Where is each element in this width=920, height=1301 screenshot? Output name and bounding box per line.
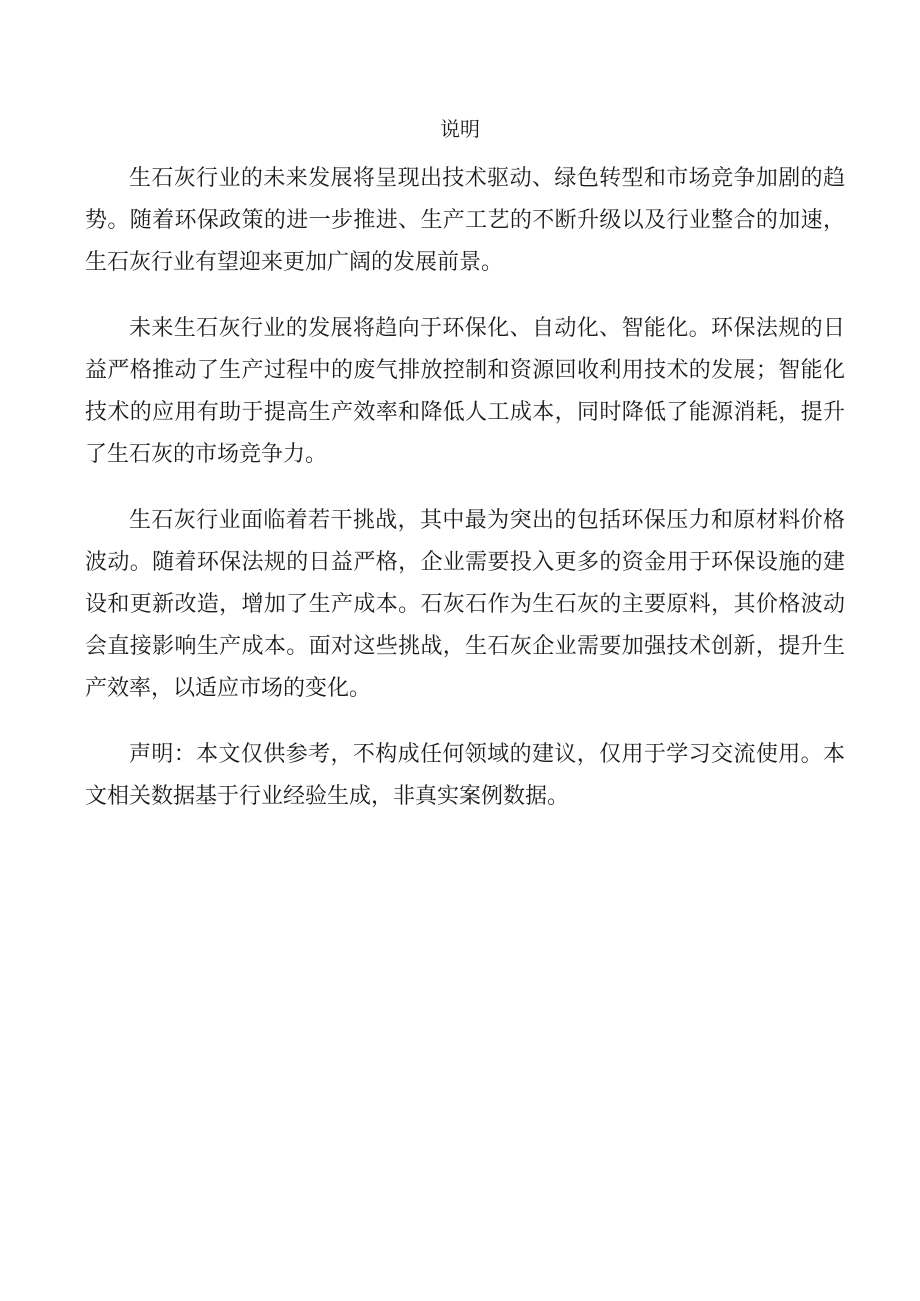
- document-body: [85, 158, 845, 842]
- paragraph-trends: 未来生石灰行业的发展将趋向于环保化、自动化、智能化。环保法规的日益严格推动了生产过程中的废气排放控制和资源回收利用技术的发展；智能化技术的应用有助于提高生产效率和降低人工成本，同时降低了能源消耗，提升了生石灰的市场竞争力。: [85, 316, 845, 467]
- paragraph-outlook: 生石灰行业的未来发展将呈现出技术驱动、绿色转型和市场竞争加剧的趋势。随着环保政策的进一步推进、生产工艺的不断升级以及行业整合的加速，生石灰行业有望迎来更加广阔的发展前景。: [85, 166, 845, 275]
- paragraph-disclaimer: 声明：本文仅供参考，不构成任何领域的建议，仅用于学习交流使用。本文相关数据基于行业经验生成，非真实案例数据。: [85, 742, 845, 809]
- paragraph-challenges: 生石灰行业面临着若干挑战，其中最为突出的包括环保压力和原材料价格波动。随着环保法规的日益严格，企业需要投入更多的资金用于环保设施的建设和更新改造，增加了生产成本。石灰石作为生石灰的主要原料，其价格波动会直接影响生产成本。面对这些挑战，生石灰企业需要加强技术创新，提升生产效率，以适应市场的变化。: [85, 508, 845, 701]
- document-title: 说明: [440, 117, 480, 141]
